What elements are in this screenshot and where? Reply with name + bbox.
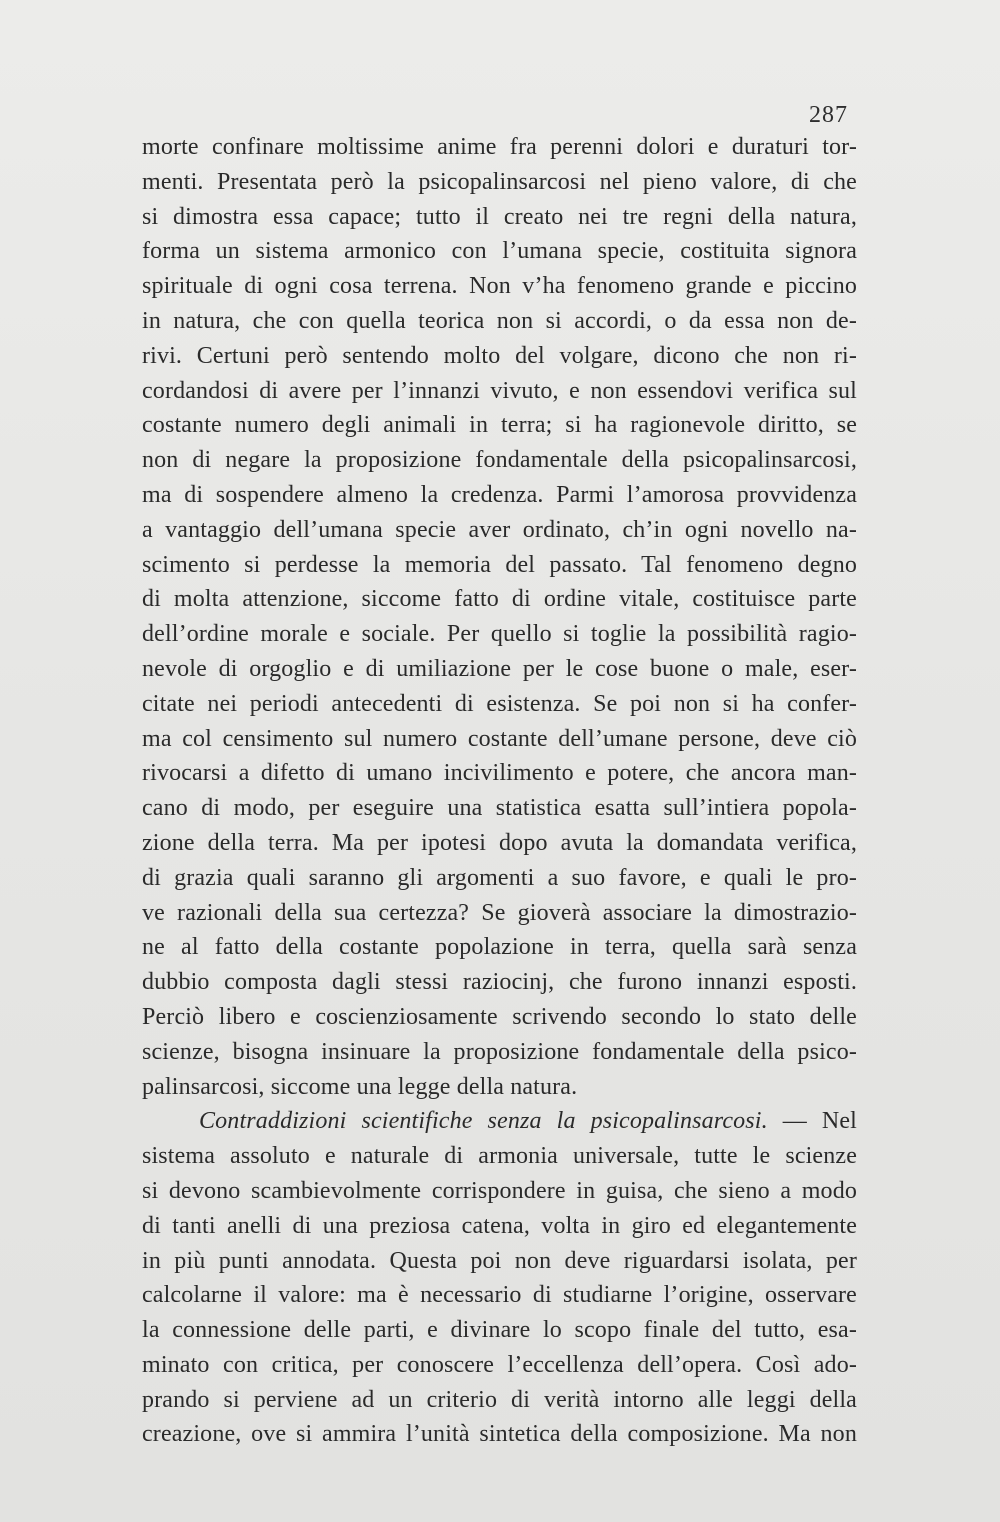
- text-line: spirituale di ogni cosa terrena. Non v’ha fenomeno grande e piccino: [142, 273, 857, 300]
- text-line: in più punti annodata. Questa poi non deve riguardarsi isolata, per: [142, 1247, 857, 1274]
- text-line: di tanti anelli di una preziosa catena, volta in giro ed elegantemente: [142, 1212, 857, 1239]
- paragraph-2-first-line: [142, 1104, 857, 1139]
- text-line: costante numero degli animali in terra; si ha ragionevole diritto, se: [142, 412, 857, 439]
- text-body: [142, 130, 857, 1452]
- text-line: ma col censimento sul numero costante dell’umane persone, deve ciò: [142, 725, 857, 752]
- text-line: scienze, bisogna insinuare la proposizione fondamentale della psico-: [142, 1038, 857, 1065]
- text-line: rivi. Certuni però sentendo molto del volgare, dicono che non ri-: [142, 342, 857, 369]
- text-line: forma un sistema armonico con l’umana specie, costituita signora: [142, 238, 857, 265]
- text-line: Perciò libero e coscienziosamente scrivendo secondo lo stato delle: [142, 1003, 857, 1030]
- text-fragment: — Nel: [767, 1108, 858, 1135]
- paragraph-1: [142, 130, 857, 1104]
- text-line: creazione, ove si ammira l’unità sintetica della composizione. Ma non: [142, 1421, 857, 1448]
- text-line: cano di modo, per eseguire una statistica esatta sull’intiera popola-: [142, 795, 857, 822]
- text-line: la connessione delle parti, e divinare lo scopo finale del tutto, esa-: [142, 1317, 857, 1344]
- text-line: cordandosi di avere per l’innanzi vivuto, e non essendovi verifica sul: [142, 377, 857, 404]
- text-line: dubbio composta dagli stessi raziocinj, che furono innanzi esposti.: [142, 969, 857, 996]
- text-line: dell’ordine morale e sociale. Per quello si toglie la possibilità ragio-: [142, 621, 857, 648]
- text-line: palinsarcosi, siccome una legge della natura.: [142, 1073, 578, 1100]
- text-line: zione della terra. Ma per ipotesi dopo avuta la domandata verifica,: [142, 829, 857, 856]
- page-number: 287: [809, 102, 848, 128]
- text-line: a vantaggio dell’umana specie aver ordinato, ch’in ogni novello na-: [142, 516, 857, 543]
- text-line: sistema assoluto e naturale di armonia universale, tutte le scienze: [142, 1143, 857, 1170]
- text-line: morte confinare moltissime anime fra perenni dolori e duraturi tor-: [142, 134, 857, 160]
- text-line: si devono scambievolmente corrispondere in guisa, che sieno a modo: [142, 1177, 857, 1204]
- text-line: prando si perviene ad un criterio di verità intorno alle leggi della: [142, 1386, 857, 1413]
- text-line: in natura, che con quella teorica non si accordi, o da essa non de-: [142, 307, 857, 334]
- text-line: minato con critica, per conoscere l’eccellenza dell’opera. Così ado-: [142, 1351, 857, 1378]
- text-line: di molta attenzione, siccome fatto di ordine vitale, costituisce parte: [142, 586, 857, 613]
- text-line: ne al fatto della costante popolazione in terra, quella sarà senza: [142, 934, 857, 961]
- text-line: rivocarsi a difetto di umano incivilimento e potere, che ancora man-: [142, 760, 857, 787]
- text-line: ma di sospendere almeno la credenza. Parmi l’amorosa provvidenza: [142, 481, 857, 508]
- text-line: calcolarne il valore: ma è necessario di studiarne l’origine, osservare: [142, 1282, 857, 1309]
- paragraph-2: [142, 1104, 857, 1452]
- text-line: di grazia quali saranno gli argomenti a suo favore, e quali le pro-: [142, 864, 857, 891]
- text-line: non di negare la proposizione fondamentale della psicopalinsarcosi,: [142, 447, 857, 474]
- text-line: citate nei periodi antecedenti di esistenza. Se poi non si ha confer-: [142, 690, 857, 717]
- text-line: ve razionali della sua certezza? Se gioverà associare la dimostrazio-: [142, 899, 857, 926]
- text-line: nevole di orgoglio e di umiliazione per le cose buone o male, eser-: [142, 655, 857, 682]
- text-line: scimento si perdesse la memoria del passato. Tal fenomeno degno: [142, 551, 857, 578]
- text-line: si dimostra essa capace; tutto il creato nei tre regni della natura,: [142, 203, 857, 230]
- section-heading: Contraddizioni scientifiche senza la psicopalinsarcosi.: [199, 1108, 768, 1135]
- text-line: menti. Presentata però la psicopalinsarcosi nel pieno valore, di che: [142, 168, 857, 195]
